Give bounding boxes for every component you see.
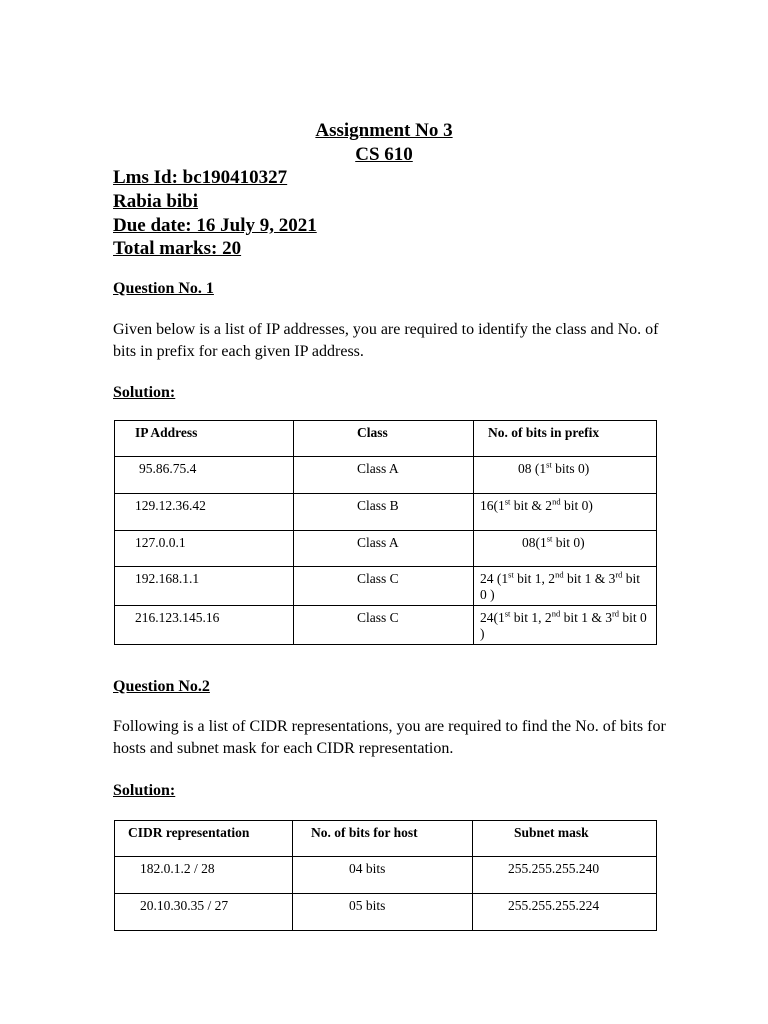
ip-cell: 127.0.0.1	[135, 535, 186, 550]
ip-cell: 129.12.36.42	[135, 498, 206, 513]
table-row	[115, 457, 657, 494]
class-cell: Class A	[357, 461, 399, 476]
class-cell: Class A	[357, 535, 399, 550]
student-name: Rabia bibi	[113, 191, 199, 212]
column-header: IP Address	[115, 421, 294, 457]
question2-solution-label: Solution:	[113, 782, 176, 799]
prefix-cell: 16(1st bit & 2nd bit 0)	[480, 496, 593, 513]
ip-class-table	[114, 420, 657, 645]
ip-cell: 216.123.145.16	[135, 610, 220, 625]
column-header: Class	[294, 421, 474, 457]
lms-id: Lms Id: bc190410327	[113, 167, 288, 188]
ip-cell: 95.86.75.4	[139, 461, 197, 476]
host-bits-cell: 05 bits	[349, 898, 386, 913]
host-bits-cell: 04 bits	[349, 861, 386, 876]
question1-solution-label: Solution:	[113, 384, 176, 401]
table-row	[115, 606, 657, 645]
class-cell: Class C	[357, 571, 399, 586]
class-cell: Class B	[357, 498, 399, 513]
cidr-table	[114, 820, 657, 931]
table-row	[115, 857, 657, 894]
subnet-mask-cell: 255.255.255.224	[508, 898, 600, 913]
cidr-cell: 20.10.30.35 / 27	[140, 898, 229, 913]
class-cell: Class C	[357, 610, 399, 625]
table-row	[115, 494, 657, 531]
prefix-cell: 24(1st bit 1, 2nd bit 1 & 3rd bit 0 )	[480, 608, 647, 641]
column-header: No. of bits for host	[293, 821, 473, 857]
table-header-row	[115, 421, 657, 457]
prefix-cell: 24 (1st bit 1, 2nd bit 1 & 3rd bit 0 )	[480, 569, 641, 602]
question2-text: Following is a list of CIDR representations, you are required to find the No. of bits for hosts and subnet mask for each CIDR representation.	[113, 718, 666, 757]
total-marks: Total marks: 20	[113, 238, 242, 259]
table-row	[115, 531, 657, 567]
question1-heading: Question No. 1	[113, 280, 214, 297]
table-row	[115, 894, 657, 931]
question1-text: Given below is a list of IP addresses, you are required to identify the class and No. of bits in prefix for each given IP address.	[113, 321, 659, 360]
table-header-row	[115, 821, 657, 857]
subnet-mask-cell: 255.255.255.240	[508, 861, 600, 876]
ip-cell: 192.168.1.1	[135, 571, 200, 586]
course-code: CS 610	[355, 144, 413, 165]
table-row	[115, 567, 657, 606]
due-date: Due date: 16 July 9, 2021	[113, 215, 317, 236]
column-header: CIDR representation	[115, 821, 293, 857]
question2-heading: Question No.2	[113, 678, 210, 695]
prefix-cell: 08 (1st bits 0)	[518, 459, 590, 476]
assignment-title: Assignment No 3	[315, 120, 453, 141]
column-header: No. of bits in prefix	[474, 421, 657, 457]
prefix-cell: 08(1st bit 0)	[522, 533, 585, 550]
cidr-cell: 182.0.1.2 / 28	[140, 861, 215, 876]
column-header: Subnet mask	[473, 821, 657, 857]
